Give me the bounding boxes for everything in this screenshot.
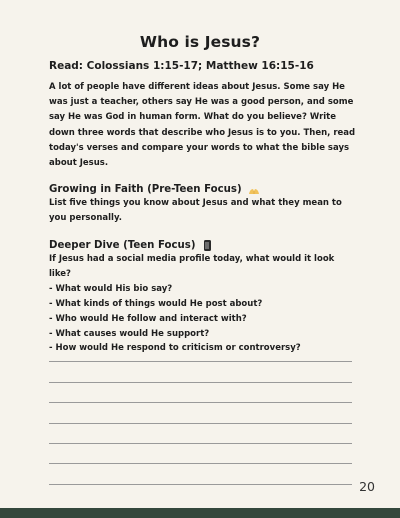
writing-line[interactable]	[49, 403, 352, 423]
writing-line[interactable]	[49, 424, 352, 444]
page-content	[49, 60, 359, 356]
page-title: Who is Jesus?	[139, 33, 261, 51]
writing-line[interactable]	[49, 342, 352, 362]
page-number: 20	[359, 479, 375, 494]
section-pre-teen-text: List five things you know about Jesus and what they mean to you personally.	[49, 198, 342, 224]
list-item: - What causes would He support?	[49, 328, 210, 339]
list-item: - Who would He follow and interact with?	[49, 313, 247, 324]
footer-bar	[0, 508, 400, 518]
writing-line[interactable]	[49, 362, 352, 382]
mobile-phone-icon	[204, 240, 211, 251]
section-teen-label: Deeper Dive (Teen Focus)	[49, 240, 196, 252]
writing-line[interactable]	[49, 383, 352, 403]
writing-line[interactable]	[49, 464, 352, 484]
section-teen-prompt: If Jesus had a social media profile today, what would it look like?	[49, 254, 335, 280]
praying-hands-icon	[248, 187, 260, 194]
section-pre-teen-title	[49, 184, 359, 195]
list-item: - What kinds of things would He post about?	[49, 299, 263, 310]
section-pre-teen-label: Growing in Faith (Pre-Teen Focus)	[49, 184, 242, 196]
intro-paragraph: A lot of people have different ideas about Jesus. Some say He was just a teacher, others say He was a good person, and some say He was God in human form. What do you believe? Write down three words that describe who Jesus is to you. Then, read today's verses and compare your words to what the bible says about Jesus.	[49, 82, 356, 169]
writing-lines	[49, 342, 352, 485]
section-teen-title	[49, 240, 359, 251]
writing-line[interactable]	[49, 444, 352, 464]
list-item: - How would He respond to criticism or controversy?	[49, 343, 301, 354]
list-item: - What would His bio say?	[49, 284, 173, 295]
reading-reference: Read: Colossians 1:15-17; Matthew 16:15-16	[49, 60, 314, 72]
